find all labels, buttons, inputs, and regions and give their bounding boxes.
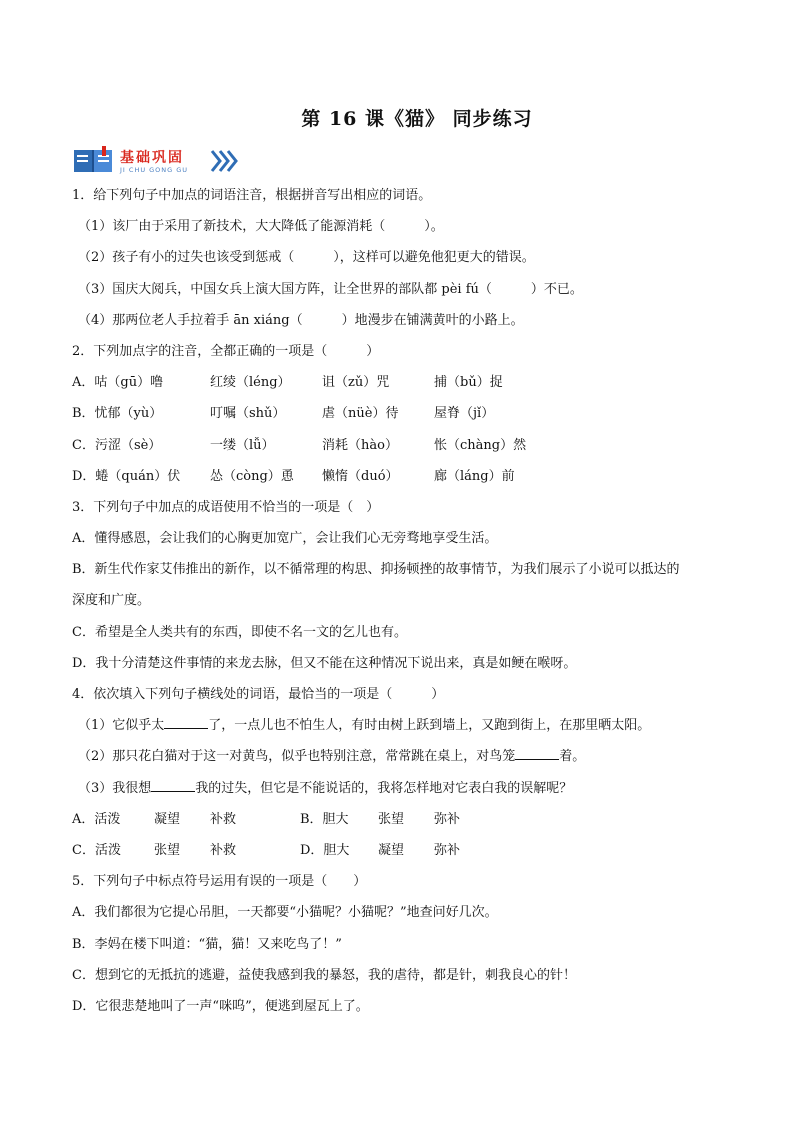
question-item: （2）孩子有小的过失也该受到惩戒（ ），这样可以避免他犯更大的错误。 (78, 250, 535, 266)
worksheet-body (72, 180, 732, 1022)
option-cell: 廊（láng）前 (434, 468, 515, 484)
question-item: （4）那两位老人手拉着手 ān xiáng（ ）地漫步在铺满黄叶的小路上。 (78, 312, 524, 328)
question-item (72, 773, 732, 804)
sentence-part: （1）它似乎太 (78, 718, 165, 734)
option-cell: 一缕（lǚ） (210, 437, 275, 453)
option-cell: B．胆大 (300, 811, 349, 827)
option-line: B．新生代作家艾伟推出的新作，以不循常理的构思、抑扬顿挫的故事情节，为我们展示了小说可以抵达的 (72, 562, 680, 578)
option-line: B．李妈在楼下叫道：“猫，猫！又来吃鸟了！” (72, 936, 342, 952)
banner-pinyin: JI CHU GONG GU (120, 166, 189, 174)
question-item: （3）国庆大阅兵，中国女兵上演大国方阵，让全世界的部队都 pèi fú（ ）不已。 (78, 281, 583, 297)
option-line: C．希望是全人类共有的东西，即使不名一文的乞儿也有。 (72, 624, 407, 640)
option-cell: 捕（bǔ）捉 (434, 375, 503, 391)
option-cell: 补救 (210, 811, 237, 827)
option-cell: 张望 (154, 842, 181, 858)
fill-blank (515, 745, 559, 760)
option-line: 深度和广度。 (72, 593, 151, 609)
sentence-part: 我的过失，但它是不能说话的，我将怎样地对它表白我的误解呢？ (195, 780, 573, 796)
option-cell: 诅（zǔ）咒 (322, 375, 390, 391)
page-title: 第 16 课《猫》 同步练习 (301, 108, 533, 130)
question-stem: 5．下列句子中标点符号运用有误的一项是（ ） (72, 874, 367, 890)
option-line: D．它很悲楚地叫了一声“咪呜”，便逃到屋瓦上了。 (72, 998, 369, 1014)
option-line: C．想到它的无抵抗的逃避，益使我感到我的暴怒，我的虐待，都是针，刺我良心的针！ (72, 967, 576, 983)
question-stem: 1．给下列句子中加点的词语注音，根据拼音写出相应的词语。 (72, 188, 432, 203)
sentence-part: 了，一点儿也不怕生人，有时由树上跃到墙上，又跑到街上，在那里晒太阳。 (208, 718, 651, 734)
question-item: （1）该厂由于采用了新技术，大大降低了能源消耗（ ）。 (78, 219, 444, 235)
fill-blank (151, 777, 195, 792)
chevrons-icon (210, 149, 238, 173)
fill-blank (164, 714, 208, 729)
option-cell: 张望 (378, 811, 405, 827)
option-row (72, 804, 732, 835)
option-line: D．我十分清楚这件事情的来龙去脉，但又不能在这种情况下说出来，真是如鲠在喉呀。 (72, 655, 577, 671)
option-cell: D．蜷（quán）伏 (72, 468, 181, 484)
option-row (72, 430, 732, 461)
option-cell: 凝望 (378, 842, 405, 858)
question-stem: 2．下列加点字的注音，全都正确的一项是（ ） (72, 343, 380, 359)
option-cell: 弥补 (434, 811, 461, 827)
option-row (72, 398, 732, 429)
banner-label: 基础巩固 (120, 150, 184, 166)
question-stem: 4．依次填入下列句子横线处的词语，最恰当的一项是（ ） (72, 687, 445, 702)
option-cell: A．咕（gū）噜 (72, 375, 164, 391)
option-cell: 消耗（hào） (322, 437, 398, 453)
option-cell: D．胆大 (300, 842, 350, 858)
option-cell: 懒惰（duó） (322, 468, 399, 484)
option-cell: 虐（nüè）待 (322, 406, 399, 422)
question-item (72, 710, 732, 741)
section-banner (72, 145, 242, 179)
option-cell: 怅（chàng）然 (434, 437, 527, 453)
option-cell: A．活泼 (72, 811, 121, 827)
question-stem: 3．下列句子中加点的成语使用不恰当的一项是（ ） (72, 499, 380, 515)
option-cell: B．忧郁（yù） (72, 406, 163, 422)
option-cell: C．活泼 (72, 842, 121, 858)
option-cell: C．污涩（sè） (72, 437, 162, 453)
option-cell: 凝望 (154, 811, 181, 827)
option-row (72, 461, 732, 492)
option-cell: 弥补 (434, 842, 461, 858)
option-row (72, 835, 732, 866)
option-cell: 红绫（léng） (210, 375, 291, 391)
question-item (72, 741, 732, 772)
option-line: A．懂得感恩，会让我们的心胸更加宽广，会让我们心无旁骛地享受生活。 (72, 531, 498, 547)
sentence-part: 着。 (559, 749, 586, 765)
option-line: A．我们都很为它提心吊胆，一天都要“小猫呢？小猫呢？”地查问好几次。 (72, 905, 498, 921)
sentence-part: （3）我很想 (78, 780, 152, 796)
option-cell: 补救 (210, 842, 237, 858)
option-row (72, 367, 732, 398)
sentence-part: （2）那只花白猫对于这一对黄鸟，似乎也特别注意，常常跳在桌上，对鸟笼 (78, 749, 516, 765)
option-cell: 叮嘱（shǔ） (210, 406, 286, 422)
option-cell: 怂（còng）恿 (210, 468, 294, 484)
book-icon (72, 146, 116, 176)
option-cell: 屋脊（jǐ） (434, 406, 495, 422)
